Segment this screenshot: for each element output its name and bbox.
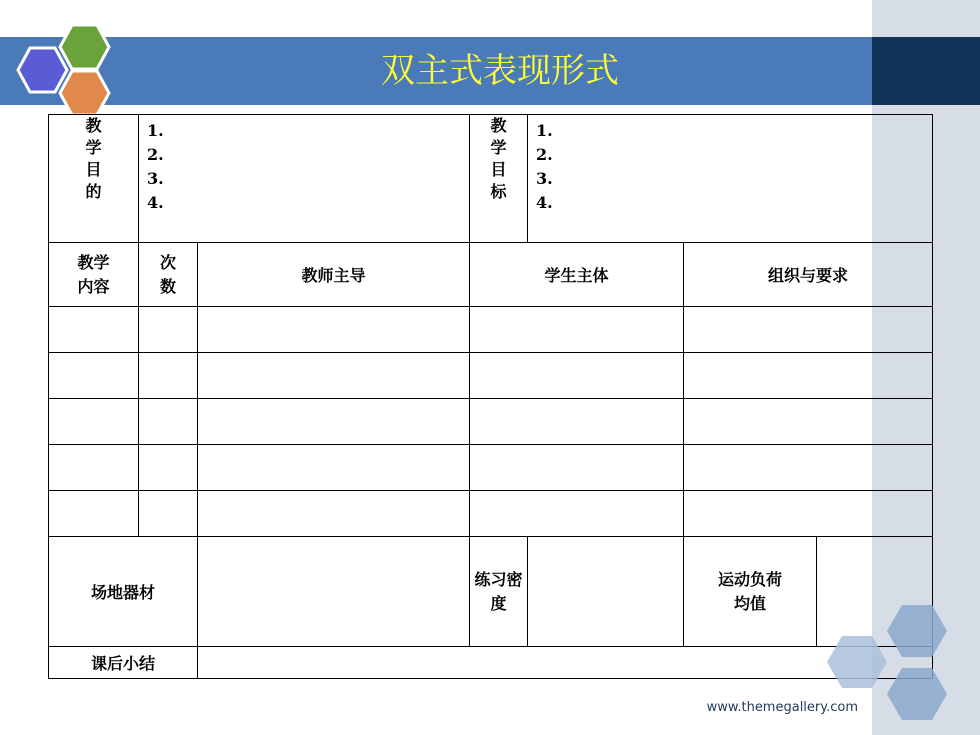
venue-value-cell[interactable] [198,537,470,647]
table-cell[interactable] [49,445,139,491]
table-cell[interactable] [470,445,684,491]
load-label-cell: 运动负荷均值 [684,537,817,647]
target-list-cell[interactable] [528,115,933,243]
table-cell[interactable] [49,307,139,353]
header-student: 学生主体 [470,243,684,307]
goal-label-cell [49,115,139,243]
goal-item: 1. [147,121,164,140]
goal-item: 4. [147,193,164,212]
header-row [49,243,933,307]
table-cell[interactable] [139,491,198,537]
goal-label: 教学目的 [85,116,102,201]
summary-row [49,647,933,679]
target-item: 2. [536,145,553,164]
table-cell[interactable] [684,445,933,491]
table-cell[interactable] [684,353,933,399]
table-cell[interactable] [684,491,933,537]
title-bar-dark-block [872,37,980,105]
table-cell[interactable] [139,399,198,445]
table-cell[interactable] [198,491,470,537]
goal-item: 2. [147,145,164,164]
header-teacher: 教师主导 [198,243,470,307]
table-cell[interactable] [470,491,684,537]
header-content: 教学内容 [49,243,139,307]
table-cell[interactable] [139,307,198,353]
target-item: 4. [536,193,553,212]
table-cell[interactable] [470,399,684,445]
target-item: 3. [536,169,553,188]
goal-row [49,115,933,243]
table-cell[interactable] [139,445,198,491]
goal-item: 3. [147,169,164,188]
table-cell[interactable] [684,399,933,445]
summary-label: 课后小结 [49,647,198,679]
target-label: 教学目标 [490,116,507,201]
hexagon-logo-icon [10,20,120,120]
footer-url: www.themegallery.com [706,700,858,715]
slide-title: 双主式表现形式 [381,51,619,91]
table-row [49,491,933,537]
table-cell[interactable] [49,491,139,537]
table-row [49,445,933,491]
density-value-cell[interactable] [528,537,684,647]
table-cell[interactable] [684,307,933,353]
header-times: 次数 [139,243,198,307]
venue-label: 场地器材 [49,537,198,647]
table-cell[interactable] [139,353,198,399]
table-cell[interactable] [198,399,470,445]
target-label-cell [470,115,528,243]
table-cell[interactable] [198,353,470,399]
table-row [49,353,933,399]
target-item: 1. [536,121,553,140]
lesson-plan-table [48,114,933,679]
table-cell[interactable] [49,399,139,445]
table-row [49,399,933,445]
table-cell[interactable] [198,445,470,491]
table-cell[interactable] [49,353,139,399]
venue-row [49,537,933,647]
table-cell[interactable] [198,307,470,353]
header-organization: 组织与要求 [684,243,933,307]
table-cell[interactable] [470,307,684,353]
goal-list-cell[interactable] [139,115,470,243]
table-row [49,307,933,353]
table-cell[interactable] [470,353,684,399]
density-label-cell: 练习密度 [470,537,528,647]
